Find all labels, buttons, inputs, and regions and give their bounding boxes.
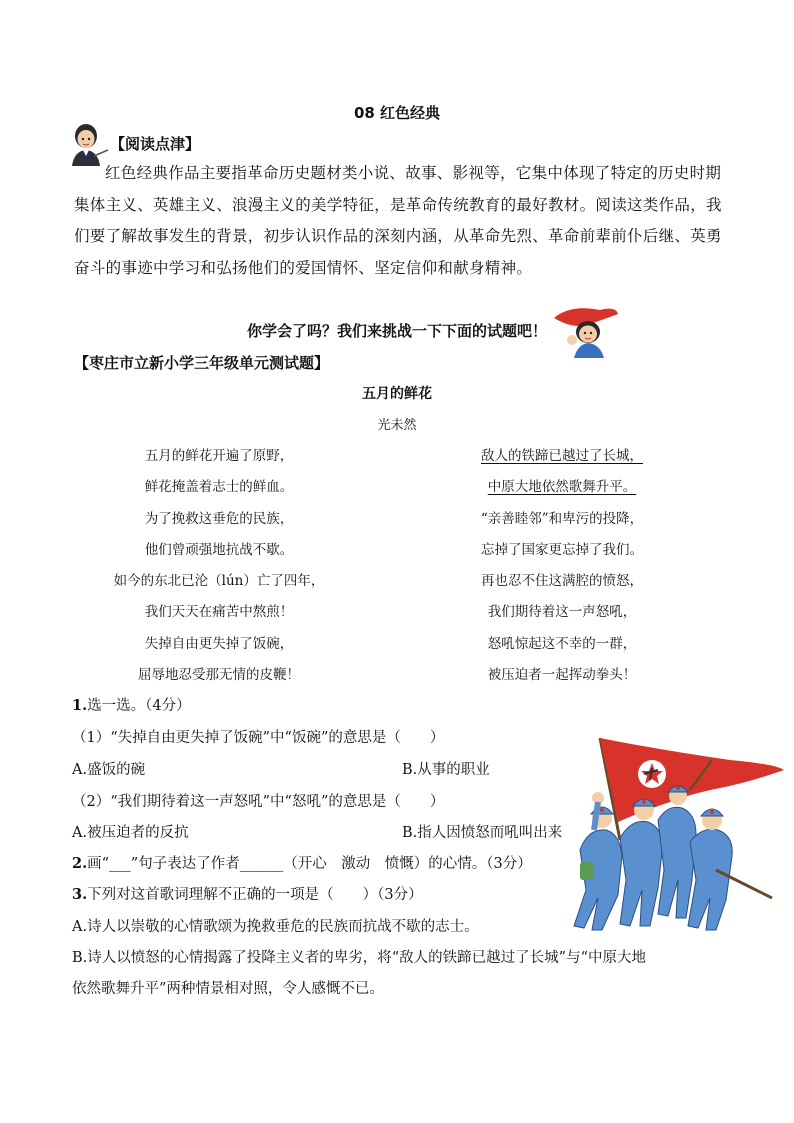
hero-cartoon-icon (550, 300, 620, 358)
poem-line: 五月的鲜花开遍了原野， (144, 448, 294, 464)
option-a: A.被压迫者的反抗 (72, 825, 189, 841)
question-2 (72, 852, 532, 873)
question-text: 画“___”句子表达了作者______（开心 激动 愤慨）的心情。（3分） (87, 856, 532, 872)
poem-left-column (96, 441, 342, 691)
poem-line: 忘掉了国家更忘掉了我们。 (481, 541, 643, 558)
poem-line: 怒吼惊起这不幸的一群， (487, 635, 637, 652)
challenge-text: 你学会了吗？我们来挑战一下下面的试题吧！ (246, 322, 547, 340)
question-1 (72, 694, 191, 715)
option-a: A.诗人以崇敬的心情歌颂为挽救垂危的民族而抗战不歇的志士。 (72, 919, 479, 935)
page-title: 08 红色经典 (353, 104, 441, 122)
intro-line: 奋斗的事迹中学习和弘扬他们的爱国情怀、坚定信仰和献身精神。 (74, 258, 533, 277)
poem-line: 他们曾顽强地抗战不歇。 (144, 541, 294, 558)
poem-right-column (452, 441, 672, 691)
poem-line: 屈辱地忍受那无情的皮鞭！ (138, 667, 300, 684)
poem-line: 如今的东北已沦（lún）亡了四年， (113, 573, 325, 590)
intro-line: 集体主义、英雄主义、浪漫主义的美学特征，是革命传统教育的最好教材。阅读这类作品，我 (74, 195, 722, 214)
source-label: 【枣庄市立新小学三年级单元测试题】 (74, 354, 330, 372)
intro-text (74, 158, 724, 284)
poem-line-underlined: 中原大地依然歌舞升平。 (487, 479, 637, 496)
question-1-1: （1）“失掉自由更失掉了饭碗”中“饭碗”的意思是（ ） (72, 730, 445, 746)
intro-line: 们要了解故事发生的背景，初步认识作品的深刻内涵，从革命先烈、革命前辈前仆后继、英勇 (74, 227, 722, 245)
option-b: B.指人因愤怒而吼叫出来 (402, 825, 563, 841)
question-number: 1. (72, 697, 88, 714)
poem-line: 我们天天在痛苦中熬煎！ (144, 604, 294, 621)
poem-line: 再也忍不住这满腔的愤怒， (481, 573, 643, 590)
poem-line: 我们期待着这一声怒吼， (487, 604, 637, 621)
option-b: B.从事的职业 (402, 762, 490, 778)
question-1-2: （2）“我们期待着这一声怒吼”中“怒吼”的意思是（ ） (72, 794, 445, 810)
poem-line: “亲善睦邻”和卑污的投降， (480, 510, 644, 527)
question-number: 3. (72, 886, 88, 903)
option-a: A.盛饭的碗 (72, 762, 146, 778)
poem-line-underlined: 敌人的铁蹄已越过了长城， (481, 448, 643, 464)
question-text: 选一选。（4分） (87, 698, 191, 714)
red-army-soldiers-illustration (540, 730, 785, 935)
question-3 (72, 883, 423, 904)
poem-line: 为了挽救这垂危的民族， (144, 510, 294, 527)
intro-line: 红色经典作品主要指革命历史题材类小说、故事、影视等，它集中体现了特定的历史时期 (105, 164, 722, 182)
poem-line: 鲜花掩盖着志士的鲜血。 (144, 479, 294, 496)
question-text: 下列对这首歌词理解不正确的一项是（ ）（3分） (87, 887, 423, 903)
option-b: B.诗人以愤怒的心情揭露了投降主义者的卑劣，将“敌人的铁蹄已越过了长城”与“中原大地 (72, 950, 646, 966)
section-label: 【阅读点津】 (110, 135, 201, 153)
poem-line: 失掉自由更失掉了饭碗， (144, 635, 294, 652)
option-b-continued: 依然歌舞升平”两种情景相对照，令人感慨不已。 (72, 981, 384, 997)
poem-line: 被压迫者一起挥动拳头！ (487, 667, 637, 684)
poem-title: 五月的鲜花 (362, 386, 432, 402)
question-number: 2. (72, 855, 88, 872)
poem-author: 光未然 (377, 418, 417, 433)
